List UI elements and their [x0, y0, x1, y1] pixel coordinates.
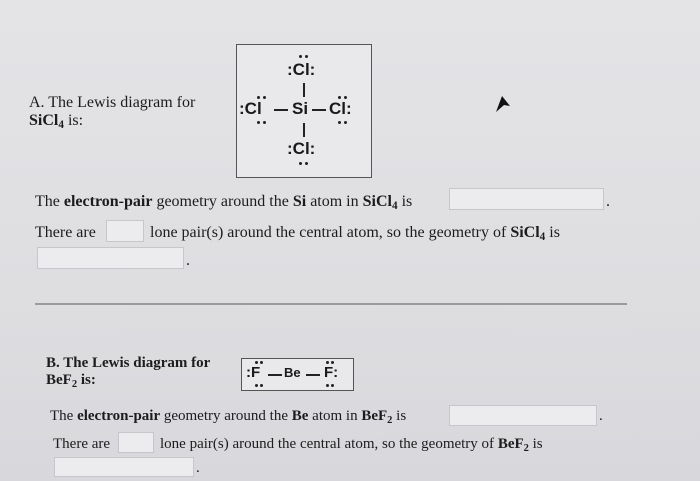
section-divider [35, 303, 627, 305]
part-b-geometry-input[interactable] [449, 405, 597, 426]
bond-left [268, 374, 282, 376]
part-a-question: A. The Lewis diagram for SiCl$_4$ is: [29, 94, 196, 131]
part-b-lone-pair-label: There are [53, 436, 111, 452]
part-a-formula: SiCl$_4$ [29, 112, 64, 131]
part-a-geometry-input[interactable] [449, 188, 604, 210]
lewis-atom-right: F: [324, 364, 339, 381]
lewis-atom-center: Si [292, 99, 309, 118]
part-b-lone-pair-text: lone pair(s) around the central atom, so the geometry of BeF$_2$ is [160, 436, 543, 454]
part-b-geometry-question: The electron-pair geometry around the Be atom in BeF$_2$ is [50, 408, 407, 426]
lewis-atom-right: Cl: [329, 99, 352, 118]
lewis-diagram-bef2 [241, 358, 354, 391]
lewis-atom-center: Be [284, 365, 301, 380]
bond-right [306, 374, 320, 376]
part-a-lone-pair-text: lone pair(s) around the central atom, so the geometry of SiCl$_4$ is [150, 224, 560, 243]
part-b-question-text: B. The Lewis diagram for [46, 355, 211, 371]
part-a-geometry-question: The electron-pair geometry around the Si atom in SiCl$_4$ is [35, 193, 413, 212]
bond-left [274, 109, 288, 111]
period: . [606, 193, 610, 210]
part-b-shape-input[interactable] [54, 457, 194, 477]
bond-top [303, 83, 305, 97]
lewis-atom-bottom: :Cl: [287, 139, 316, 158]
lewis-atom-left: :Cl [239, 99, 262, 118]
part-a-question-text: A. The Lewis diagram for [29, 94, 196, 111]
lewis-diagram-sicl4 [236, 44, 372, 178]
lewis-atom-left: :F [246, 364, 261, 381]
mouse-pointer-icon [494, 94, 512, 114]
lewis-atom-top: :Cl: [287, 60, 316, 79]
question-page: A. The Lewis diagram for SiCl$_4$ is: :Cl: :Cl Si Cl: :Cl: The electron-pair geometry around the Si atom in SiCl$_4$ is . There are lone pair(s) around the central atom, so the geometry of SiCl$_4$ is . B. The Lewis diagram for BeF$_2$ is: :F Be F: The electron-pair geometry around the Be atom in BeF$_2$ is . There are lone pair(s) around the central atom, so the geometry of BeF$_2$ is . [0, 0, 700, 481]
part-a-lone-pair-input[interactable] [106, 220, 144, 242]
part-a-shape-input[interactable] [37, 247, 184, 269]
part-a-lone-pair-label: There are [35, 224, 96, 241]
part-b-question: B. The Lewis diagram for BeF$_2$ is: [46, 355, 211, 390]
bond-bottom [303, 123, 305, 137]
part-b-formula: BeF$_2$ [46, 372, 78, 390]
part-b-lone-pair-input[interactable] [118, 432, 154, 453]
bond-right [312, 109, 326, 111]
